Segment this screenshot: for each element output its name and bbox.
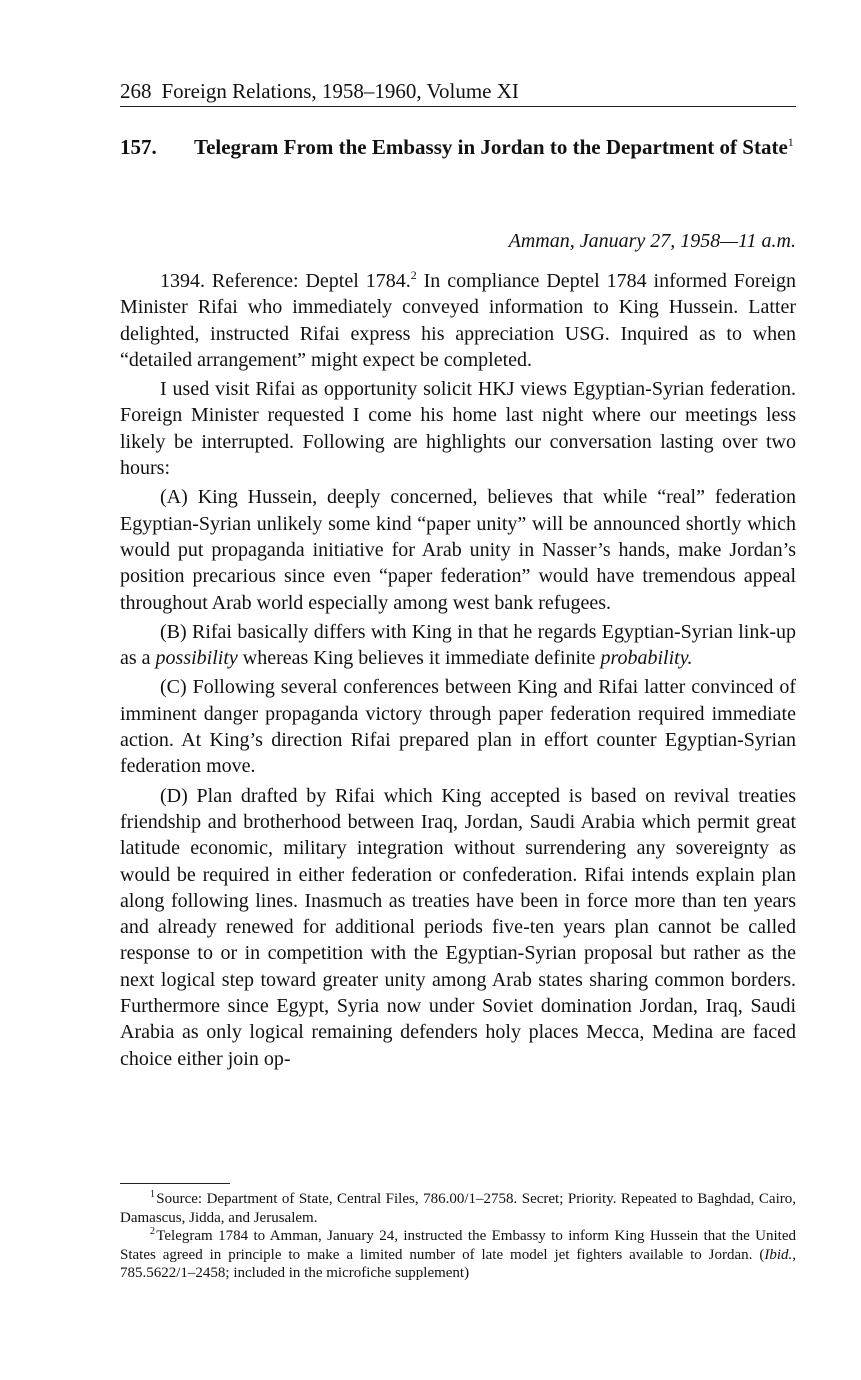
- dateline: Amman, January 27, 1958—11 a.m.: [508, 230, 796, 252]
- footnote-marker-1: 1: [150, 1189, 155, 1200]
- paragraph-a: (A) King Hussein, deeply concerned, believes that while “real” federation Egyptian-Syrian unlikely some kind “paper unity” will be announced shortly which would put propaganda initiative for Arab unity in Nasser’s hands, make Jordan’s position precarious since even “paper federation” would have tremendous appeal throughout Arab world especially among west bank refugees.: [120, 486, 796, 614]
- footnote-ref-1[interactable]: 1: [787, 135, 794, 149]
- footnote-2-ibid: Ibid.: [764, 1246, 793, 1263]
- paragraph-b-start: (B) Rifai basically differs with King in that he regards Egyptian-Syrian link-up as a: [120, 620, 796, 670]
- document-heading: [120, 134, 800, 160]
- footnote-1-text: Source: Department of State, Central Files, 786.00/1–2758. Secret; Priority. Repeated to Baghdad, Cairo, Damascus, Jidda, and Jerusalem.: [120, 1191, 796, 1226]
- emphasis-probability: probability.: [600, 647, 693, 670]
- footnote-divider: [120, 1183, 230, 1184]
- paragraph-c: (C) Following several conferences between King and Rifai latter convinced of imminent danger propaganda victory through paper federation required immediate action. At King’s direction Rifai prepared plan in effort counter Egyptian-Syrian federation move.: [120, 676, 796, 778]
- document-number: 157.: [120, 135, 157, 159]
- paragraph-1: [120, 268, 796, 373]
- running-head: [120, 78, 796, 107]
- document-title: [194, 134, 800, 160]
- footnote-1: [120, 1190, 796, 1227]
- paragraph-d: (D) Plan drafted by Rifai which King accepted is based on revival treaties friendship and brotherhood between Iraq, Jordan, Saudi Arabia which permit great latitude economic, military integration without surrendering any sovereignty as would be required in either federation or confederation. Rifai intends explain plan along following lines. Inasmuch as treaties have been in force more than ten years and already renewed for additional periods five-ten years plan cannot be called response to or in competition with the Egyptian-Syrian proposal but rather as the next logical step toward greater unity among Arab states sharing common borders. Furthermore since Egypt, Syria now under Soviet domination Jordan, Iraq, Saudi Arabia as only logical remaining defenders holy places Mecca, Medina are faced choice either join op-: [120, 784, 796, 1070]
- telegram-body: [120, 268, 796, 1075]
- footnote-2: [120, 1227, 796, 1283]
- footnote-2-text-end: , 785.5622/1–2458; included in the microfiche supplement): [120, 1246, 796, 1281]
- paragraph-1-start: 1394. Reference: Deptel 1784.: [160, 270, 411, 292]
- footnote-marker-2: 2: [150, 1226, 155, 1237]
- paragraph-2: I used visit Rifai as opportunity solicit HKJ views Egyptian-Syrian federation. Foreign Minister requested I come his home last night where our meetings less likely be interrupted. Following are highlights our conversation lasting over two hours:: [120, 378, 796, 480]
- paragraph-b-middle: whereas King believes it immediate definite: [237, 647, 601, 670]
- footnote-ref-2[interactable]: 2: [410, 268, 417, 282]
- paragraph-1-rest: In compliance Deptel 1784 informed Foreign Minister Rifai who immediately conveyed information to King Hussein. Latter delighted, instructed Rifai express his appreciation USG. Inquired as to when “detailed arrangement” might expect be completed.: [120, 270, 796, 371]
- publication-title: Foreign Relations, 1958–1960, Volume XI: [161, 79, 519, 103]
- emphasis-possibility: possibility: [155, 647, 238, 670]
- footnote-2-text: Telegram 1784 to Amman, January 24, instructed the Embassy to inform King Hussein that the United States agreed in principle to make a limited number of late model jet fighters available to Jordan. (: [120, 1228, 796, 1263]
- footnotes: [120, 1190, 796, 1283]
- paragraph-b: [120, 619, 796, 672]
- page-number: 268: [120, 79, 152, 103]
- document-title-text: Telegram From the Embassy in Jordan to the Department of State: [194, 135, 788, 159]
